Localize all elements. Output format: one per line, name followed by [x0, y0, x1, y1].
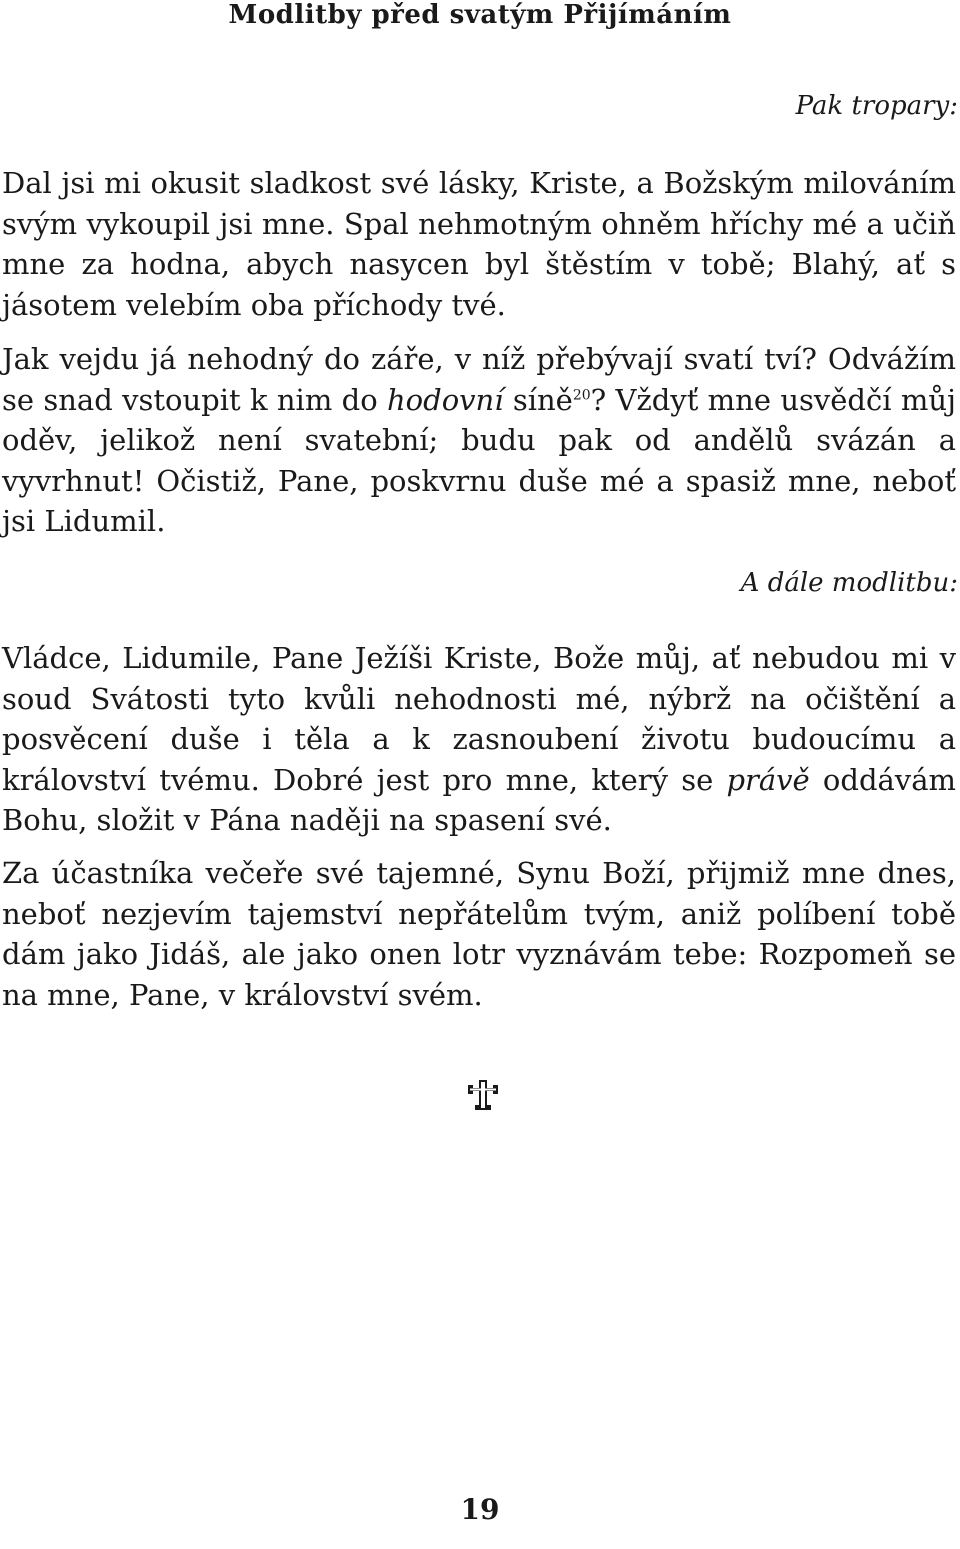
orthodox-cross-icon [467, 1079, 499, 1111]
page-number: 19 [460, 1493, 500, 1526]
page-header-title: Modlitby před svatým Přijímáním [228, 0, 732, 30]
paragraph-text: oddávám Bohu, složit v Pána naději na spasení své. [2, 762, 956, 837]
emphasized-word: právě [726, 762, 810, 797]
paragraph-prayer-1 [2, 638, 956, 841]
emphasized-word: hodovní [387, 382, 504, 417]
rubric-tropary: Pak tropary: [795, 91, 958, 121]
paragraph-text: síně [503, 382, 573, 417]
footnote-reference: 20 [572, 386, 591, 403]
paragraph-text: Vládce, Lidumile, Pane Ježíši Kriste, Bože můj, ať nebudou mi v soud Svátosti tyto kvůli nehodnosti mé, nýbrž na očištění a posvěcení duše i těla a k zasnoubení životu budoucímu a království tvému. Dobré jest pro mne, který se [2, 641, 956, 797]
paragraph-text: Jak vejdu já nehodný do záře, v níž přebývají svatí tví? Odvážím se snad vstoupit k nim do [2, 342, 956, 417]
paragraph-text: ? Vždyť mne usvědčí můj oděv, jelikož není svatební; budu pak od andělů svázán a vyvrhnut! Očistiž, Pane, poskvrnu duše mé a spasiž mne, neboť jsi Lidumil. [2, 382, 957, 538]
paragraph-tropar-1: Dal jsi mi okusit sladkost své lásky, Kriste, a Božským milováním svým vykoupil jsi mne. Spal nehmotným ohněm hříchy mé a učiň mne za hodna, abych nasycen byl štěstím v tobě; Blahý, ať s jásotem velebím oba příchody tvé. [2, 166, 956, 322]
paragraph-prayer-2: Za účastníka večeře své tajemné, Synu Boží, přijmiž mne dnes, neboť nezjevím tajemství nepřátelům tvým, aniž políbení tobě dám jako Jidáš, ale jako onen lotr vyznávám tebe: Rozpomeň se na mne, Pane, v království svém. [2, 856, 956, 1012]
rubric-prayer: A dále modlitbu: [740, 568, 958, 598]
paragraph-tropar-2 [2, 339, 956, 542]
